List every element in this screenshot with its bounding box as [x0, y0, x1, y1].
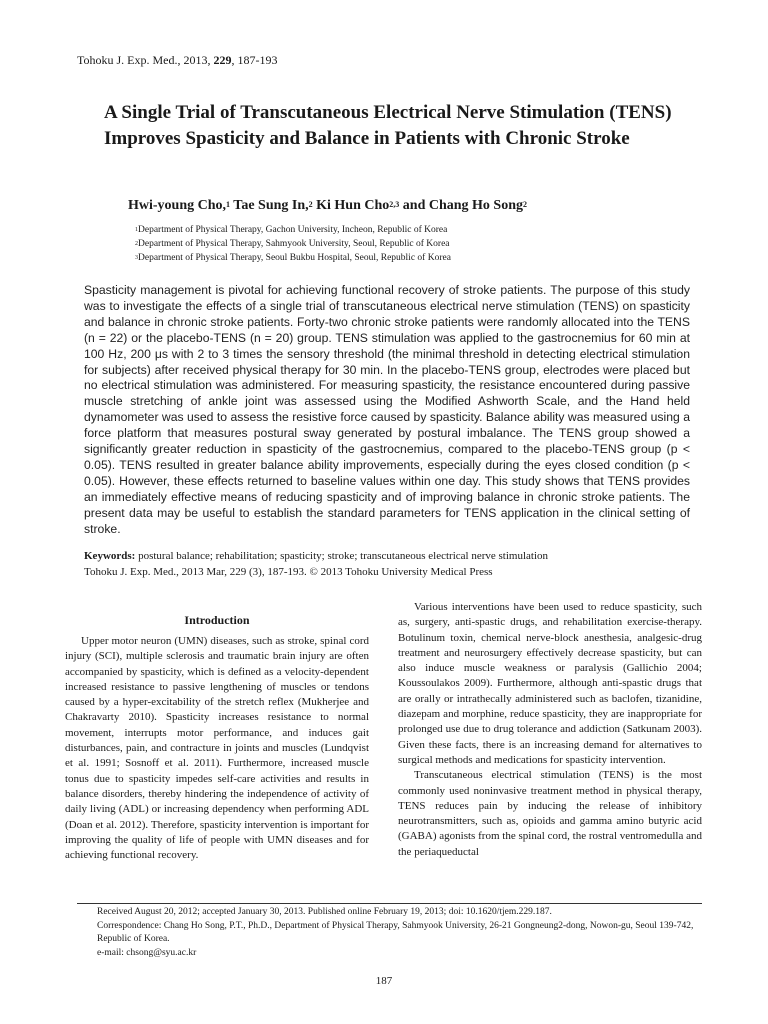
abstract — [84, 283, 690, 538]
body-paragraph: Upper motor neuron (UMN) diseases, such as stroke, spinal cord injury (SCI), multiple sclerosis and traumatic brain injury are often accompanied by spasticity, which is defined as a velocity-dependent increased resistance to passive lengthening of muscles or tendons caused by a hyper-excitability of the stretch reflex (Mukherjee and Chakravarty 2010). Spasticity increases resistance to normal movement, interrupts motor performance, and induces gait disturbances, pain, and contracture in joints and muscles (Lundqvist et al. 1991; Sosnoff et al. 2011). Furthermore, increased muscle tonus due to spasticity impedes self-care activities and results in balance disorders, thereby hindering the independence of activity of daily living (ADL) or increasing dependency when performing ADL (Doan et al. 2012). Therefore, spasticity intervention is important for improving the quality of life of people with UMN diseases and for achieving functional recovery. — [65, 635, 369, 862]
affiliation: $^2$Department of Physical Therapy, Sahmyook University, Seoul, Republic of Korea — [135, 239, 450, 249]
received-dates: Received August 20, 2012; accepted January 30, 2013. Published online February 19, 2013; doi: 10.1620/tjem.229.187. — [97, 907, 552, 917]
email: e-mail: chsong@syu.ac.kr — [97, 947, 197, 958]
keywords-label: Keywords: — [84, 550, 136, 562]
footnotes — [77, 906, 702, 960]
affiliation: $^1$Department of Physical Therapy, Gachon University, Incheon, Republic of Korea — [135, 225, 448, 235]
journal-volume: 229 — [213, 53, 232, 67]
paper-title: A Single Trial of Transcutaneous Electrical Nerve Stimulation (TENS) Improves Spasticity and Balance in Patients with Chronic Stroke — [104, 102, 672, 149]
correspondence: Correspondence: Chang Ho Song, P.T., Ph.D., Department of Physical Therapy, Sahmyook University, 26-21 Gongneung2-dong, Nowon-gu, Seoul 139-742, Republic of Korea. — [97, 920, 694, 944]
footnote-divider — [77, 903, 702, 904]
body-paragraph: Transcutaneous electrical stimulation (TENS) is the most commonly used noninvasive treatment method in physical therapy, TENS reduces pain by inducing the release of inhibitory neurotransmitters, such as, opioids and gamma amino butyric acid (GABA) agonists from the spinal cord, the rostral ventromedulla and the periaqueductal — [398, 769, 702, 858]
keywords-block — [84, 548, 724, 580]
keywords-text: postural balance; rehabilitation; spasticity; stroke; transcutaneous electrical nerve stimulation — [135, 550, 548, 562]
body-paragraph: Various interventions have been used to reduce spasticity, such as, surgery, anti-spastic drugs, and rehabilitation exercise-therapy. Botulinum toxin, chemical nerve-block anesthesia, analgesic-drug treatment and neurosurgery effectively decrease spasticity, but can also induce muscle weakness or paralysis (Gallichio 2004; Koussoulakos 2009). Furthermore, although anti-spastic drugs that are orally or intrathecally administered such as baclofen, tizanidine, diazepam and morphine, reduce spasticity, they are inappropriate for prolonged use due to drug tolerance and addiction (Satkunam 2003). Given these facts, there is an increasing demand for alternatives to surgical methods and medications for spasticity intervention. — [398, 601, 702, 766]
citation-line: Tohoku J. Exp. Med., 2013 Mar, 229 (3), 187-193. © 2013 Tohoku University Medical Press — [84, 566, 493, 578]
author-affiliation-mark: 2 — [308, 200, 313, 209]
author-name: Ki Hun Cho — [312, 198, 390, 213]
author-affiliation-mark: 1 — [226, 200, 231, 209]
page-number: 187 — [375, 975, 393, 987]
abstract-text: Spasticity management is pivotal for achieving functional recovery of stroke patients. The purpose of this study was to investigate the effects of a single trial of transcutaneous electrical nerve stimulation (TENS) on spasticity and balance in chronic stroke patients. Forty-two chronic stroke patients were randomly allocated into the TENS (n = 22) or the placebo-TENS (n = 20) group. TENS stimulation was applied to the gastrocnemius for 60 min at 100 Hz, 200 μs with 2 to 3 times the sensory threshold (the minimal threshold in detecting electrical stimulation for subjects) after received physical therapy for 30 min. In the placebo-TENS group, electrodes were placed but no electrical stimulation was administered. For measuring spasticity, the resistance encountered during passive muscle stretching of ankle joint was assessed using the Modified Ashworth Scale, and the Hand held dynamometer was used to assess the resistive force caused by spasticity. Balance ability was measured using a force platform that measures postural sway generated by postural imbalance. The TENS group showed a significantly greater reduction in spasticity of the gastrocnemius, compared to the placebo-TENS group (p < 0.05). TENS resulted in greater balance ability improvements, especially during the eyes closed condition (p < 0.05). However, these effects returned to baseline values within one day. This study shows that TENS provides an immediately effective means of reducing spasticity and of improving balance in chronic stroke patients. The present data may be useful to establish the standard parameters for TENS application in the clinical setting of stroke. — [84, 283, 690, 536]
keywords-line — [84, 548, 724, 564]
author-affiliation-mark: 2,3 — [389, 200, 400, 209]
author-affiliation-mark: 2 — [523, 200, 527, 209]
section-heading-introduction: Introduction — [184, 613, 250, 627]
affiliation-list — [135, 223, 451, 265]
journal-reference — [77, 53, 278, 68]
author-name: Tae Sung In, — [230, 198, 309, 213]
author-name: and Chang Ho Song — [399, 198, 523, 213]
right-column — [398, 600, 702, 860]
author-list — [128, 196, 688, 216]
journal-pages: , 187-193 — [231, 53, 278, 67]
affiliation: $^3$Department of Physical Therapy, Seoul Bukbu Hospital, Seoul, Republic of Korea — [135, 253, 451, 263]
left-column — [65, 612, 369, 863]
journal-name: Tohoku J. Exp. Med., 2013, — [77, 53, 211, 67]
author-name: Hwi-young Cho, — [128, 198, 227, 213]
